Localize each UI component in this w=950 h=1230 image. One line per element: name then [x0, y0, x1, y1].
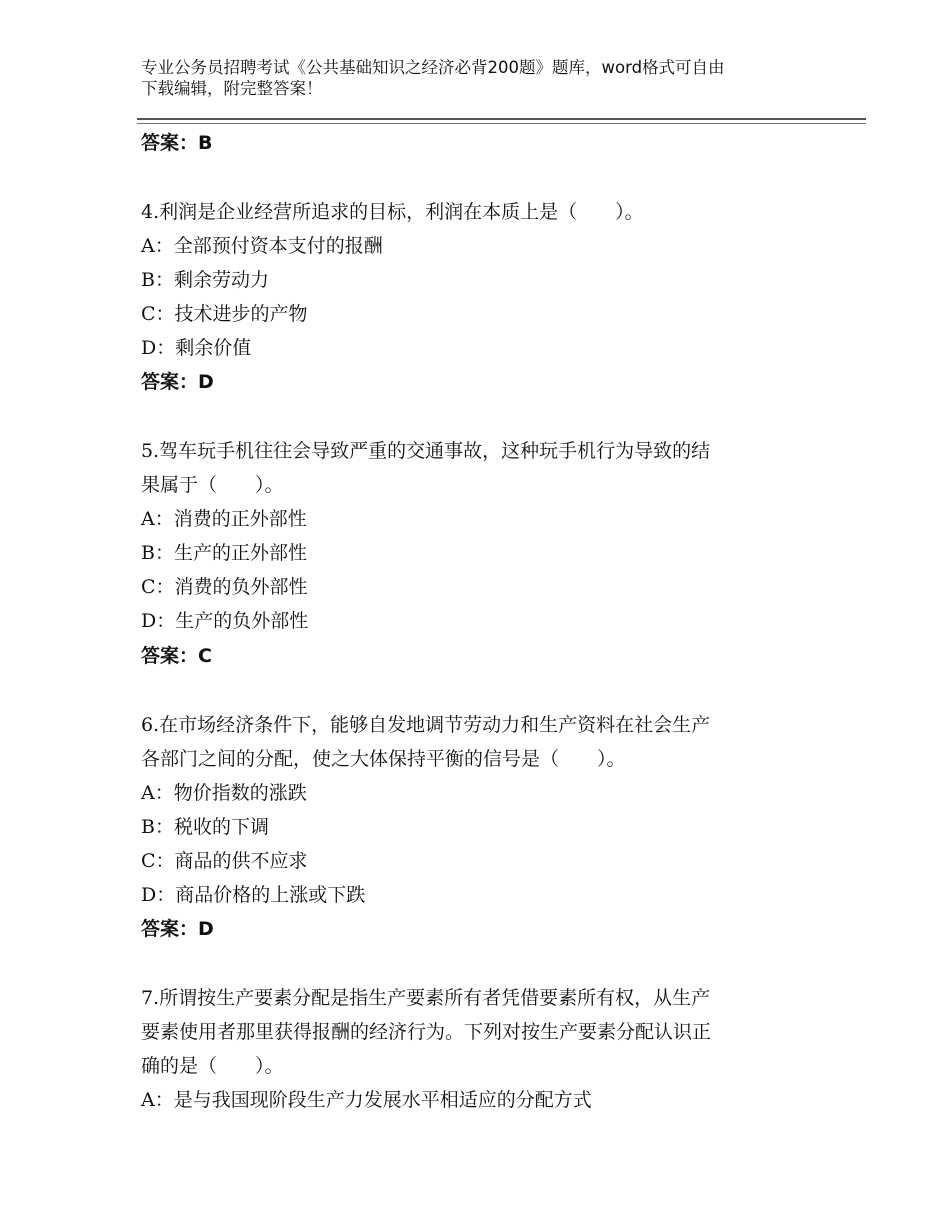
- question-5-option-a: A：消费的正外部性: [141, 508, 307, 530]
- question-5-stem-line-1: 5.驾车玩手机往往会导致严重的交通事故，这种玩手机行为导致的结: [141, 440, 711, 462]
- question-4-stem: 4.利润是企业经营所追求的目标，利润在本质上是（ ）。: [141, 201, 644, 223]
- question-5-option-c: C：消费的负外部性: [141, 576, 308, 598]
- question-4-answer: 答案：D: [141, 371, 214, 393]
- header-line-1: 专业公务员招聘考试《公共基础知识之经济必背200题》题库，word格式可自由: [141, 58, 725, 77]
- answer-previous: 答案：B: [141, 132, 213, 154]
- question-5-stem-line-2: 果属于（ ）。: [141, 474, 284, 496]
- question-4-option-a: A：全部预付资本支付的报酬: [141, 235, 383, 257]
- question-4-option-d: D：剩余价值: [141, 337, 252, 359]
- question-6-option-c: C：商品的供不应求: [141, 850, 308, 872]
- question-7-stem-line-1: 7.所谓按生产要素分配是指生产要素所有者凭借要素所有权，从生产: [141, 987, 711, 1009]
- question-5-answer: 答案：C: [141, 645, 212, 667]
- question-4-option-b: B：剩余劳动力: [141, 269, 269, 291]
- question-6-option-b: B：税收的下调: [141, 816, 269, 838]
- question-5-option-d: D：生产的负外部性: [141, 610, 309, 632]
- question-6-stem-line-2: 各部门之间的分配，使之大体保持平衡的信号是（ ）。: [141, 748, 626, 770]
- page-header: [141, 57, 801, 99]
- header-line-2: 下载编辑，附完整答案！: [141, 79, 323, 98]
- question-7-stem-line-3: 确的是（ ）。: [141, 1055, 284, 1077]
- question-7-option-a: A：是与我国现阶段生产力发展水平相适应的分配方式: [141, 1089, 592, 1111]
- question-6-answer: 答案：D: [141, 918, 214, 940]
- header-divider-thick: [137, 118, 866, 120]
- question-6-option-a: A：物价指数的涨跌: [141, 782, 307, 804]
- question-7-stem-line-2: 要素使用者那里获得报酬的经济行为。下列对按生产要素分配认识正: [141, 1021, 712, 1043]
- question-6-option-d: D：商品价格的上涨或下跌: [141, 884, 366, 906]
- question-6-stem-line-1: 6.在市场经济条件下，能够自发地调节劳动力和生产资料在社会生产: [141, 714, 711, 736]
- question-5-option-b: B：生产的正外部性: [141, 542, 307, 564]
- header-divider-thin: [137, 123, 866, 124]
- question-4-option-c: C：技术进步的产物: [141, 303, 308, 325]
